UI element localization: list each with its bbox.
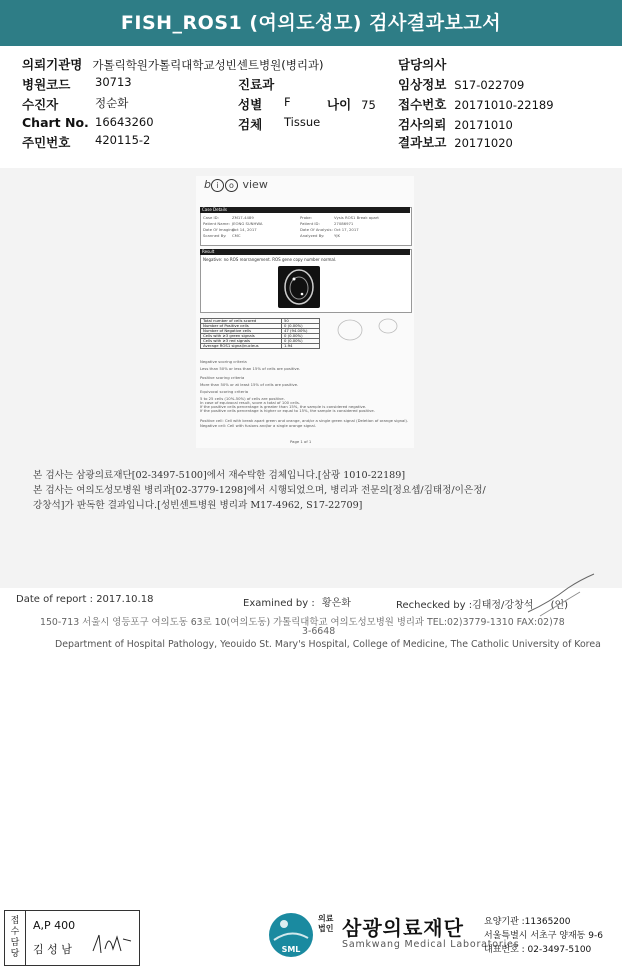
scoring-note: If the positive cells percentage is higher or equal to 15%, the sample is considered positive. (200, 408, 375, 413)
department-label: 진료과 (238, 77, 275, 92)
table-cell: Cells with ≥3 green signals (201, 334, 282, 339)
specimen-value: Tissue (284, 115, 321, 129)
comment-line-2: 본 검사는 여의도성모병원 병리과[02-3779-1298]에서 시행되었으며, 병리과 전문의[정요셉/김태정/이은정/ (33, 485, 486, 496)
table-cell: 50 (281, 319, 319, 324)
org-name-english: Samkwang Medical Laboratories (342, 939, 520, 950)
case-detail-cell: Date Of Imaging: (203, 227, 236, 232)
org-phone: 대표번호 : 02-3497-5100 (484, 945, 592, 955)
report-value: 20171020 (454, 136, 513, 150)
svg-text:SML: SML (281, 945, 301, 954)
id-value: 420115-2 (95, 133, 151, 147)
case-detail-cell: CMC (232, 233, 241, 238)
case-detail-cell: Patient Name: (203, 221, 230, 226)
table-cell: 1.94 (281, 344, 319, 349)
case-detail-cell: Case ID: (203, 215, 219, 220)
case-detail-cell: ZM17-4489 (232, 215, 254, 220)
patient-value: 정순화 (95, 96, 129, 110)
table-cell: Number of Negative cells (201, 329, 282, 334)
score-table (200, 318, 320, 349)
institution-value: 가톨릭학원가톨릭대학교성빈센트병원(병리과) (92, 58, 324, 72)
case-detail-cell: Oct 17, 2017 (334, 227, 359, 232)
request-value: 20171010 (454, 118, 513, 132)
receipt-box (4, 910, 140, 966)
bioview-logo: b i o view (204, 178, 268, 191)
report-row: 결과보고 20171020 (398, 135, 513, 150)
scoring-note: Negative scoring criteria (200, 359, 247, 364)
org-name: 삼광의료재단 (342, 916, 464, 940)
case-detail-cell: Oct 14, 2017 (232, 227, 257, 232)
table-row (201, 344, 320, 349)
address-line-2: 3-6648 (302, 626, 336, 637)
case-detail-cell: Analyzed By: (300, 233, 325, 238)
receipt-no-row: 접수번호 20171010-22189 (398, 97, 554, 112)
attending-label: 담당의사 (398, 57, 447, 72)
case-detail-cell: Scanned By: (203, 233, 227, 238)
receipt-side-label: 접 수 담 당 (5, 911, 26, 965)
report-date: Date of report : 2017.10.18 (16, 594, 154, 605)
age-value: 75 (361, 98, 376, 112)
clinical-info-row: 임상정보 S17-022709 (398, 77, 525, 92)
case-detail-cell: Vysis ROS1 Break apart (334, 215, 379, 220)
comment-line-3: 강창석]가 판독한 결과입니다.[성빈센트병원 병리과 M17-4962, S17-22709] (33, 500, 363, 511)
chart-no-value: 16643260 (95, 115, 154, 129)
faint-stamp (330, 312, 410, 352)
sex-value: F (284, 95, 291, 109)
fish-cell-image (278, 266, 320, 308)
sex-row: 성별 F (238, 95, 291, 112)
table-cell: Number of Positive cells (201, 324, 282, 329)
table-cell: 47 (94.00%) (281, 329, 319, 334)
institution-row (22, 55, 324, 73)
scoring-note: Equivocal scoring criteria (200, 389, 249, 394)
scoring-note: In case of equivocal result, score a total of 100 cells. (200, 400, 301, 405)
chart-no-row: Chart No. 16643260 (22, 115, 154, 130)
receipt-code: A,P 400 (33, 919, 76, 932)
specimen-row: 검체 Tissue (238, 115, 321, 132)
department-line: Department of Hospital Pathology, Yeouido St. Mary's Hospital, College of Medicine, The Catholic University of Korea (55, 639, 601, 650)
examined-by: Examined by : 황은화 (243, 598, 351, 609)
hospital-code-value: 30713 (95, 75, 132, 89)
result-text: Negative: no ROS rearrangement. ROS gene copy number normal. (203, 257, 337, 262)
report-title: FISH_ROS1 (여의도성모) 검사결과보고서 (0, 0, 622, 46)
case-details-title: Case Details (200, 207, 410, 213)
org-address: 서울특별시 서초구 양재동 9-6 (484, 931, 603, 941)
patient-row: 수진자 정순화 (22, 96, 129, 112)
case-detail-cell: 27086971 (334, 221, 354, 226)
clinical-info-value: S17-022709 (454, 78, 525, 92)
receipt-signature (91, 929, 135, 959)
age-row: 나이 75 (327, 97, 376, 112)
comment-line-1: 본 검사는 삼광의료재단[02-3497-5100]에서 재수탁한 검체입니다.[삼광 1010-22189] (33, 470, 406, 481)
scoring-note: If the positive cells percentage is greater than 15%, the sample is considered negative. (200, 404, 367, 409)
case-detail-cell: Date Of Analysis: (300, 227, 333, 232)
org-type-label: 의료 법인 (318, 914, 334, 933)
table-cell: 0 (0.00%) (281, 334, 319, 339)
request-row: 검사의뢰 20171010 (398, 117, 513, 132)
scoring-note: Positive cell: Cell with break apart green and orange, and/or a single green signal (Deletion of orange signal). (200, 418, 409, 423)
scoring-note: 5 to 25 cells (10%-50%) of cells are positive. (200, 396, 285, 401)
case-detail-cell: Probe: (300, 215, 313, 220)
org-code: 요양기관 :11365200 (484, 917, 571, 927)
case-detail-cell: YJK (334, 233, 340, 238)
address-line-1: 150-713 서울시 영등포구 여의도동 63로 10(여의도동) 가톨릭대학교 여의도성모병원 병리과 TEL:02)3779-1310 FAX:02)78 (40, 617, 565, 628)
scoring-note: Positive scoring criteria (200, 375, 245, 380)
sml-logo-icon (268, 912, 314, 958)
id-row: 주민번호 420115-2 (22, 133, 151, 150)
result-title: Result (200, 249, 410, 255)
scoring-note: More than 50% or at least 15% of cells are positive. (200, 382, 299, 387)
scoring-note: Less than 50% or less than 15% of cells are positive. (200, 366, 301, 371)
hospital-code-row: 병원코드 30713 (22, 75, 132, 92)
case-detail-cell: Patient ID: (300, 221, 320, 226)
table-cell: 0 (0.00%) (281, 324, 319, 329)
receipt-name: 김 성 남 (33, 943, 72, 956)
table-cell: Total number of cells scored (201, 319, 282, 324)
receipt-no-value: 20171010-22189 (454, 98, 554, 112)
table-cell: Average ROS1 signal/nucleus (201, 344, 282, 349)
rechecked-by: Rechecked by :김태정/강창석 (인) (396, 600, 569, 611)
scoring-note: Negative cell: Cell with fusions and/or a single orange signal. (200, 423, 317, 428)
table-cell: 0 (0.00%) (281, 339, 319, 344)
institution-label: 의뢰기관명 (22, 57, 83, 72)
page-indicator: Page 1 of 1 (290, 439, 312, 444)
table-cell: Cells with ≥3 red signals (201, 339, 282, 344)
case-detail-cell: JEONG SUNHWA (232, 221, 263, 226)
